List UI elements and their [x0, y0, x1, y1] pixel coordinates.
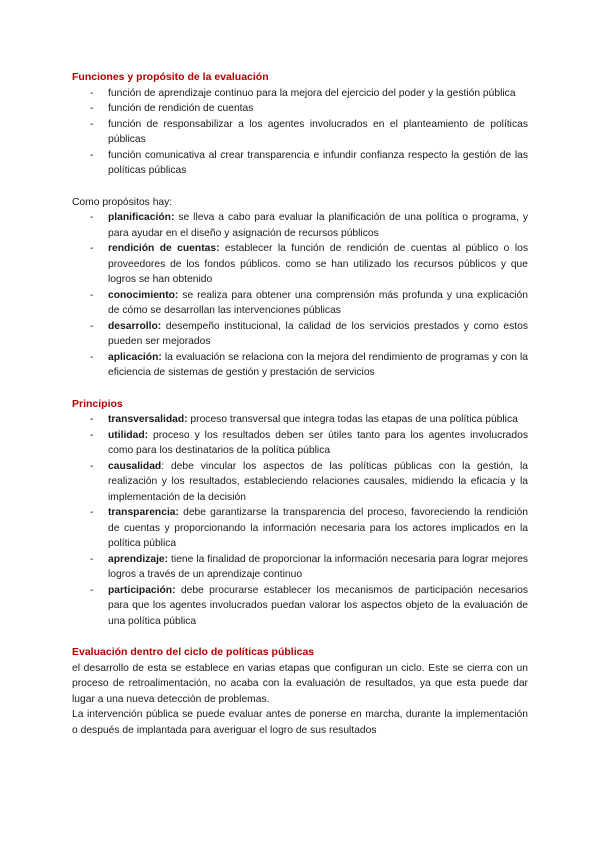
list-item: - rendición de cuentas: establecer la función de rendición de cuentas al público o los proveedores de los fondos públicos. como se han utilizado los recursos públicos y que logros se han obtenido [90, 243, 528, 285]
section-title-funciones: Funciones y propósito de la evaluación [72, 71, 269, 83]
funciones-list [72, 86, 528, 179]
ciclo-paragraph: el desarrollo de esta se establece en varias etapas que configuran un ciclo. Este se cierra con un proceso de retroalimentación, no acaba con la evaluación de resultados, ya que esta puede dar lugar a una nueva detección de problemas. [72, 662, 528, 705]
list-item: - función de rendición de cuentas [90, 103, 254, 114]
list-item: - aplicación: la evaluación se relaciona con la mejora del rendimiento de programas y con la eficiencia de sistemas de gestión y prestación de servicios [90, 351, 528, 378]
list-item: - participación: debe procurarse establecer los mecanismos de participación necesarios para que los agentes involucrados puedan valorar los aspectos objeto de la evaluación de una política pública [90, 584, 528, 627]
list-item: - desarrollo: desempeño institucional, la calidad de los servicios prestados y como estos pueden ser mejorados [90, 320, 528, 347]
ciclo-paragraph: La intervención pública se puede evaluar antes de ponerse en marcha, durante la implementación o después de implantada para averiguar el logro de sus resultados [72, 709, 528, 736]
propositos-intro: Como propósitos hay: [72, 196, 173, 208]
propositos-list [72, 210, 528, 381]
list-item: - causalidad: debe vincular los aspectos de las políticas públicas con la gestión, la realización y los resultados, estableciendo relaciones causales, midiendo la eficacia y la implementación de la decisión [90, 460, 528, 503]
list-item: - función comunicativa al crear transparencia e infundir confianza respecto la gestión de las políticas públicas [90, 149, 528, 176]
list-item: - transparencia: debe garantizarse la transparencia del proceso, favoreciendo la rendición de cuentas y proporcionando la información necesaria para los actores implicados en la política pública [90, 507, 528, 549]
list-item: - transversalidad: proceso transversal que integra todas las etapas de una política pública [90, 414, 518, 425]
section-title-ciclo: Evaluación dentro del ciclo de políticas públicas [72, 646, 315, 658]
list-item: - aprendizaje: tiene la finalidad de proporcionar la información necesaria para lograr mejores logros a través de un aprendizaje continuo [90, 553, 528, 580]
section-title-principios: Principios [72, 397, 123, 410]
list-item: - función de responsabilizar a los agentes involucrados en el planteamiento de políticas públicas [90, 118, 528, 145]
list-item: - función de aprendizaje continuo para la mejora del ejercicio del poder y la gestión pública [90, 87, 516, 99]
list-item: - utilidad: proceso y los resultados deben ser útiles tanto para los agentes involucrados como para los destinatarios de la política pública [90, 429, 528, 456]
principios-list [72, 412, 528, 629]
list-item: - conocimiento: se realiza para obtener una comprensión más profunda y una explicación de cómo se desarrollan las intervenciones públicas [90, 289, 528, 316]
list-item: - planificación: se lleva a cabo para evaluar la planificación de una política o programa, y para ayudar en el diseño y asignación de recursos públicos [90, 212, 528, 239]
document-body [72, 70, 528, 738]
